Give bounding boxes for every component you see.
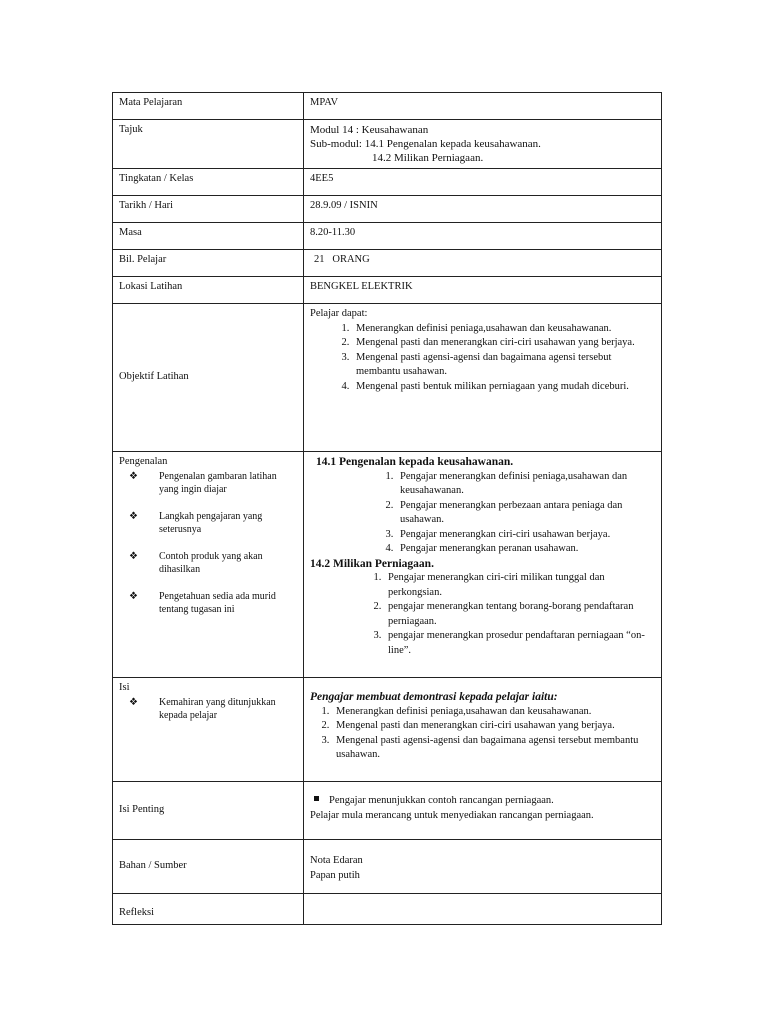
value-lokasi: BENGKEL ELEKTRIK: [304, 277, 662, 304]
lesson-plan-table: [112, 92, 662, 925]
label-bil-pelajar: Bil. Pelajar: [113, 250, 304, 277]
label-tingkatan: Tingkatan / Kelas: [113, 169, 304, 196]
diamond-bullet-icon: ❖: [129, 550, 138, 562]
list-item: 2. Mengenal pasti dan menerangkan ciri-ciri usahawan yang berjaya.: [332, 719, 655, 734]
bahan-line-2: Papan putih: [310, 869, 360, 881]
list-item: 4. Mengenal pasti bentuk milikan perniagaan yang mudah diceburi.: [352, 380, 647, 395]
label-isi-cell: [113, 678, 304, 782]
isi-list: [310, 705, 655, 763]
value-tingkatan: 4EE5: [304, 169, 662, 196]
list-item: 3. Pengajar menerangkan ciri-ciri usahawan berjaya.: [396, 528, 655, 543]
square-bullet-icon: [314, 796, 319, 801]
isi-penting-text: Pelajar mula merancang untuk menyediakan rancangan perniagaan.: [310, 809, 594, 821]
list-item: 3. Mengenal pasti agensi-agensi dan bagaimana agensi tersebut membantu usahawan.: [332, 734, 655, 763]
label-refleksi: Refleksi: [113, 894, 304, 925]
pengenalan-bullets: [119, 470, 297, 616]
tajuk-line-2: Sub-modul: 14.1 Pengenalan kepada keusahawanan.: [310, 138, 541, 150]
list-item: [129, 696, 297, 722]
label-objektif: Objektif Latihan: [113, 304, 304, 452]
row-objektif: [113, 304, 662, 452]
list-item: 1. Pengajar menerangkan definisi peniaga,usahawan dan keusahawanan.: [396, 470, 655, 499]
pengenalan-list-2: [310, 571, 655, 658]
label-isi-penting: Isi Penting: [113, 782, 304, 840]
list-item: 1. Pengajar menerangkan ciri-ciri milikan tunggal dan perkongsian.: [384, 571, 645, 600]
label-tarikh: Tarikh / Hari: [113, 196, 304, 223]
bahan-line-1: Nota Edaran: [310, 855, 363, 866]
row-masa: [113, 223, 662, 250]
isi-heading: Pengajar membuat demontrasi kepada pelajar iaitu:: [310, 691, 558, 703]
value-isi: [304, 678, 662, 782]
isi-penting-bullet: [310, 794, 655, 809]
value-objektif: [304, 304, 662, 452]
label-masa: Masa: [113, 223, 304, 250]
row-lokasi: [113, 277, 662, 304]
label-tajuk: Tajuk: [113, 120, 304, 169]
list-item: 2. pengajar menerangkan tentang borang-borang pendaftaran perniagaan.: [384, 600, 645, 629]
bullet-text: Kemahiran yang ditunjukkan kepada pelajar: [159, 696, 276, 721]
diamond-bullet-icon: ❖: [129, 510, 138, 522]
value-tajuk: [304, 120, 662, 169]
value-bil-pelajar: 21 ORANG: [304, 250, 662, 277]
label-mata-pelajaran: Mata Pelajaran: [113, 93, 304, 120]
pengenalan-heading-2: 14.2 Milikan Perniagaan.: [310, 557, 434, 570]
value-mata-pelajaran: MPAV: [304, 93, 662, 120]
list-item: [129, 550, 297, 576]
row-pengenalan: [113, 452, 662, 678]
row-tingkatan: [113, 169, 662, 196]
label-isi: Isi: [119, 682, 130, 693]
row-bil-pelajar: [113, 250, 662, 277]
value-masa: 8.20-11.30: [304, 223, 662, 250]
pengenalan-heading-1: 14.1 Pengenalan kepada keusahawanan.: [316, 456, 514, 468]
list-item: 3. Mengenal pasti agensi-agensi dan bagaimana agensi tersebut membantu usahawan.: [352, 351, 647, 380]
objektif-list: [310, 322, 655, 395]
diamond-bullet-icon: ❖: [129, 470, 138, 482]
tajuk-line-1: Modul 14 : Keusahawanan: [310, 124, 429, 136]
bullet-text: Langkah pengajaran yang seterusnya: [159, 510, 263, 535]
label-pengenalan: Pengenalan: [119, 456, 168, 467]
bullet-text: Contoh produk yang akan dihasilkan: [159, 550, 263, 575]
row-isi-penting: [113, 782, 662, 840]
list-item: 1. Menerangkan definisi peniaga,usahawan dan keusahawanan.: [332, 705, 655, 720]
row-bahan: [113, 840, 662, 894]
tajuk-line-3: 14.2 Milikan Perniagaan.: [372, 152, 484, 164]
bullet-text: Pengajar menunjukkan contoh rancangan perniagaan.: [329, 795, 554, 806]
bullet-text: Pengenalan gambaran latihan yang ingin diajar: [159, 470, 277, 495]
diamond-bullet-icon: ❖: [129, 696, 138, 708]
value-tarikh: 28.9.09 / ISNIN: [304, 196, 662, 223]
label-lokasi: Lokasi Latihan: [113, 277, 304, 304]
pengenalan-list-1: [310, 470, 655, 557]
row-refleksi: [113, 894, 662, 925]
bullet-text: Pengetahuan sedia ada murid tentang tugasan ini: [159, 590, 276, 615]
value-refleksi[interactable]: [304, 894, 662, 925]
label-pengenalan-cell: [113, 452, 304, 678]
list-item: 3. pengajar menerangkan prosedur pendaftaran perniagaan “on-line”.: [384, 629, 645, 658]
isi-bullets: [119, 696, 297, 722]
label-bahan: Bahan / Sumber: [113, 840, 304, 894]
list-item: [129, 470, 297, 496]
list-item: 4. Pengajar menerangkan peranan usahawan.: [396, 542, 655, 557]
list-item: 1. Menerangkan definisi peniaga,usahawan dan keusahawanan.: [352, 322, 647, 337]
value-isi-penting: [304, 782, 662, 840]
objektif-intro: Pelajar dapat:: [310, 308, 368, 319]
row-tajuk: [113, 120, 662, 169]
row-isi: [113, 678, 662, 782]
list-item: 2. Pengajar menerangkan perbezaan antara peniaga dan usahawan.: [396, 499, 655, 528]
row-tarikh: [113, 196, 662, 223]
list-item: 2. Mengenal pasti dan menerangkan ciri-ciri usahawan yang berjaya.: [352, 336, 647, 351]
row-mata-pelajaran: [113, 93, 662, 120]
value-pengenalan: [304, 452, 662, 678]
diamond-bullet-icon: ❖: [129, 590, 138, 602]
value-bahan: [304, 840, 662, 894]
list-item: [129, 510, 297, 536]
list-item: [129, 590, 297, 616]
